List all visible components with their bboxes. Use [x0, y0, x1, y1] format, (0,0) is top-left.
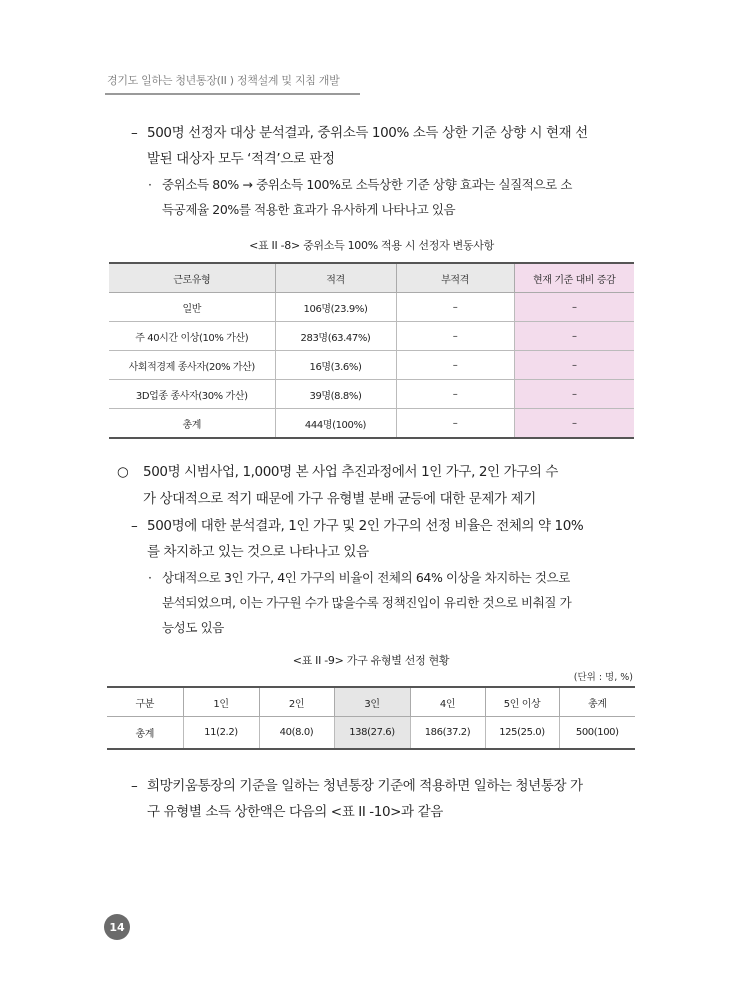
section2-circle-marker: ○ [117, 464, 129, 480]
table1-header-cell: 적격 [275, 263, 396, 293]
table-cell: – [396, 409, 514, 439]
section2-circle-line2: 가 상대적으로 적기 때문에 가구 유형별 분배 균등에 대한 문제가 제기 [143, 491, 536, 507]
table-cell: – [396, 322, 514, 351]
table-cell: 125(25.0) [485, 717, 559, 750]
table-cell: 11(2.2) [183, 717, 259, 750]
section2-dot-marker: · [148, 570, 152, 585]
table2-header-cell: 4인 [410, 687, 485, 717]
table1-header-row [109, 263, 634, 293]
table2-header-cell: 총계 [559, 687, 635, 717]
table-cell: – [514, 380, 634, 409]
section3-line2: 구 유형별 소득 상한액은 다음의 <표 II -10>과 같음 [147, 804, 443, 820]
table2-header-cell: 5인 이상 [485, 687, 559, 717]
table-cell: 138(27.6) [334, 717, 410, 750]
section2-dot-line2: 분석되었으며, 이는 가구원 수가 많을수록 정책진입이 유리한 것으로 비춰질 가 [162, 595, 572, 610]
table-cell: – [514, 351, 634, 380]
page-number: 14 [104, 914, 130, 940]
table-cell: – [514, 322, 634, 351]
running-header: 경기도 일하는 청년통장(II ) 정책설계 및 지침 개발 [107, 74, 340, 87]
table-cell: 3D업종 종사자(30% 가산) [109, 380, 275, 409]
section3-dash-marker: – [131, 778, 138, 794]
section1-dash-line2: 발된 대상자 모두 ‘적격’으로 판정 [147, 151, 335, 167]
section2-dash-line2: 를 차지하고 있는 것으로 나타나고 있음 [147, 544, 369, 560]
table-cell: 주 40시간 이상(10% 가산) [109, 322, 275, 351]
table2-header-cell: 1인 [183, 687, 259, 717]
table1-header-cell: 현재 기준 대비 증감 [514, 263, 634, 293]
table-cell: 283명(63.47%) [275, 322, 396, 351]
table-row [109, 322, 634, 351]
table1-caption: <표 II -8> 중위소득 100% 적용 시 선정자 변동사항 [249, 239, 494, 252]
header-rule [105, 93, 360, 95]
section1-dash-marker: – [131, 125, 138, 141]
section1-dot-line1: 중위소득 80% → 중위소득 100%로 소득상한 기준 상향 효과는 실질적으로 소 [162, 177, 573, 192]
table2-header-cell: 2인 [259, 687, 334, 717]
table-row [109, 380, 634, 409]
table-cell: – [514, 293, 634, 322]
table-cell: 444명(100%) [275, 409, 396, 439]
table1 [109, 262, 634, 439]
table-cell: 일반 [109, 293, 275, 322]
table2-caption: <표 II -9> 가구 유형별 선정 현황 [292, 654, 450, 667]
table-row [109, 293, 634, 322]
table-cell: 500(100) [559, 717, 635, 750]
section1-dot-marker: · [148, 177, 152, 192]
table2-header-row [107, 687, 635, 717]
table-cell: – [396, 351, 514, 380]
section1-dash-line1: 500명 선정자 대상 분석결과, 중위소득 100% 소득 상한 기준 상향 시 현재 선 [147, 125, 588, 141]
table-cell: 사회적경제 종사자(20% 가산) [109, 351, 275, 380]
section2-dash-line1: 500명에 대한 분석결과, 1인 가구 및 2인 가구의 선정 비율은 전체의 약 10% [147, 518, 584, 534]
table-cell: 40(8.0) [259, 717, 334, 750]
table-cell: 39명(8.8%) [275, 380, 396, 409]
table-cell: – [396, 293, 514, 322]
table2-unit: (단위 : 명, %) [573, 672, 633, 683]
section3-line1: 희망키움통장의 기준을 일하는 청년통장 기준에 적용하면 일하는 청년통장 가 [147, 778, 583, 794]
table-row [109, 351, 634, 380]
table-row [109, 409, 634, 439]
section1-dot-line2: 득공제율 20%를 적용한 효과가 유사하게 나타나고 있음 [162, 202, 456, 217]
table2 [107, 686, 635, 750]
table2-header-cell: 3인 [334, 687, 410, 717]
section2-dash-marker: – [131, 518, 138, 534]
table-cell: – [514, 409, 634, 439]
table-cell: 총계 [109, 409, 275, 439]
section2-dot-line3: 능성도 있음 [162, 620, 224, 635]
section2-dot-line1: 상대적으로 3인 가구, 4인 가구의 비율이 전체의 64% 이상을 차지하는 것으로 [162, 570, 570, 585]
table-cell: 총계 [107, 717, 183, 750]
table1-header-cell: 근로유형 [109, 263, 275, 293]
table-cell: – [396, 380, 514, 409]
table-cell: 16명(3.6%) [275, 351, 396, 380]
table-cell: 106명(23.9%) [275, 293, 396, 322]
table2-header-cell: 구분 [107, 687, 183, 717]
table1-header-cell: 부적격 [396, 263, 514, 293]
table-row [107, 717, 635, 750]
section2-circle-line1: 500명 시범사업, 1,000명 본 사업 추진과정에서 1인 가구, 2인 가구의 수 [143, 464, 559, 480]
table-cell: 186(37.2) [410, 717, 485, 750]
